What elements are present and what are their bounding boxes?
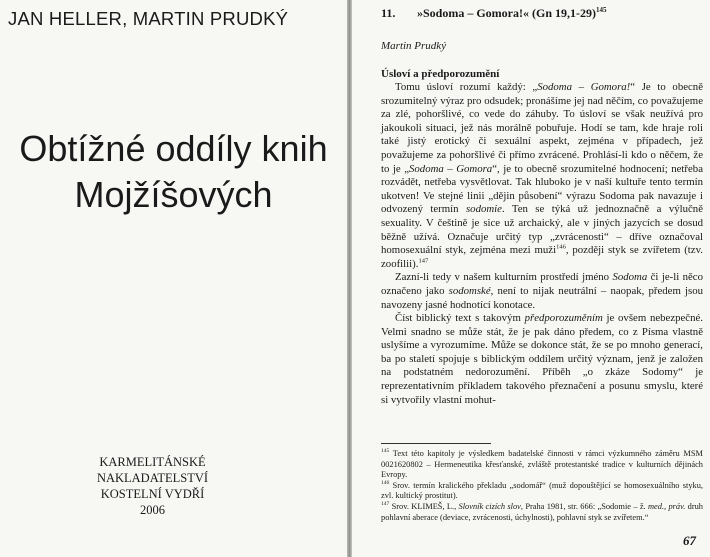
footnote-text: druh pohlavní aberace (deviace, zvrácenosti, úchylnosti), pohlavní styk se zvířetem.“ [381,501,703,522]
footnotes [381,449,703,523]
footnote-number: 146 [381,479,390,486]
footnote-divider [381,443,491,444]
footnote-145 [381,449,703,481]
footnote-ref: 146 [556,243,566,251]
chapter-heading [381,6,701,21]
footnote-text: Text této kapitoly je výsledkem badatelské činnosti v rámci výzkumného záměru MSM 0021620802 – Hermeneutika křesťanské, zvláště protestantské tradice v kulturních dějinách Evropy. [381,449,703,480]
chapter-author: Martin Prudký [381,40,447,52]
text-run: či je-li něco označeno jako [381,271,703,297]
text-run: , není to nijak neutrální – naopak, předem jsou navozeny jasné hodnotící konotace. [381,284,703,311]
footnote-ref: 147 [418,257,429,265]
footnote-text: Srov. termín kralického překladu „sodomář“ (muž dopouštějící se homosexuálního styku, zvl. kultický prostitut). [381,480,703,501]
italic-run: předporozuměním [524,312,603,325]
chapter-footnote-ref: 145 [596,6,607,14]
italic-run: sodomie [465,203,502,216]
text-run: “, je to obecně srozumitelné hodnocení; netřeba rozvádět, netřeba vysvětlovat. Tak hluboko je v naší kultuře tento termín ukotven! Ve stejné linii „dějin působení“ výrazu Sodoma pak navazuje i odvozený termín [381,162,703,216]
footnote-italic: Slovník cizích slov [458,501,521,511]
chapter-page [352,0,710,557]
text-run: . Ten se týká už jednoznačně a výlučně sexuality. V češtině je sice už archaický, ale v jiných jazycích se dosud běžně užívá. Označuje určitý typ „zvrácenosti“ – dříve označoval homosexuální styk, zejména mezi muži [381,203,703,257]
text-run: je ovšem nebezpečné. Velmi snadno se může stát, že je pak dáno předem, co z Písma vlastně uslyšíme a vyrozumíme. Může se dokonce stát, že se po mnoho generací, ba po staletí spojuje s biblickým oddílem určitý význam, jenž je založen na podstatném nedorozumění. Příběh „o zkáze Sodomy“ je reprezentativním příkladem takového přeznačení a posunu smyslu, které si vytvořily vlastní mohut- [381,312,703,406]
paragraph-1 [381,81,703,271]
footnote-146 [381,481,703,502]
book-title [0,126,347,218]
text-run: Zazní-li tedy v našem kulturním prostředí jméno [395,271,613,284]
text-run: “ Je to obecně srozumitelný výraz pro odsudek; pronášíme jej nad něčím, co považujeme za zlé, pohoršlivé, co vede do záhuby. To úsloví se však neužívá pro jakoukoli situaci, jež nás morálně pobuřuje. Hodí se tam, kde hraje roli také jistý erotický či sexuální aspekt, zejména v případech, jež považujeme za pohoršlivé či přímo zvrácené. Prohlásí-li kdo o něčem, že to je „ [381,81,703,175]
text-run: Tomu úsloví rozumí každý: „ [395,81,538,93]
footnote-italic: med., práv. [648,501,686,511]
footnote-number: 145 [381,448,390,455]
publisher-block [0,454,305,518]
body-text [381,81,703,407]
title-page [0,0,347,557]
authors: JAN HELLER, MARTIN PRUDKÝ [8,8,289,29]
footnote-number: 147 [381,501,390,508]
footnote-147 [381,502,703,523]
publisher-line-2: NAKLADATELSTVÍ [96,471,209,485]
section-heading: Úsloví a předporozumění [381,68,500,80]
chapter-number: 11. [381,6,396,20]
text-run: , později styk se zvířetem (tzv. zoofilii). [381,244,703,270]
text-run: Číst biblický text s takovým [395,312,525,325]
italic-run: Sodoma – Gomora! [537,81,631,93]
publisher-line-3: KOSTELNÍ VYDŘÍ [100,487,205,501]
paragraph-2 [381,271,703,312]
paragraph-3 [381,312,703,407]
publication-year: 2006 [140,503,165,517]
publisher-line-1: KARMELITÁNSKÉ [99,455,206,469]
footnote-text: , Praha 1981, str. 666: „Sodomie – ž. [520,501,648,511]
italic-run: sodomské [448,284,491,297]
footnote-text: Srov. KLIMEŠ, L., [389,501,459,511]
book-title-line-1: Obtížné oddíly knih [19,128,328,169]
chapter-title: »Sodoma – Gomora!« (Gn 19,1-29) [417,6,596,20]
book-title-line-2: Mojžíšových [74,174,273,215]
italic-run: Sodoma – Gomora [409,162,493,175]
page-number: 67 [683,533,696,548]
italic-run: Sodoma [612,271,648,284]
